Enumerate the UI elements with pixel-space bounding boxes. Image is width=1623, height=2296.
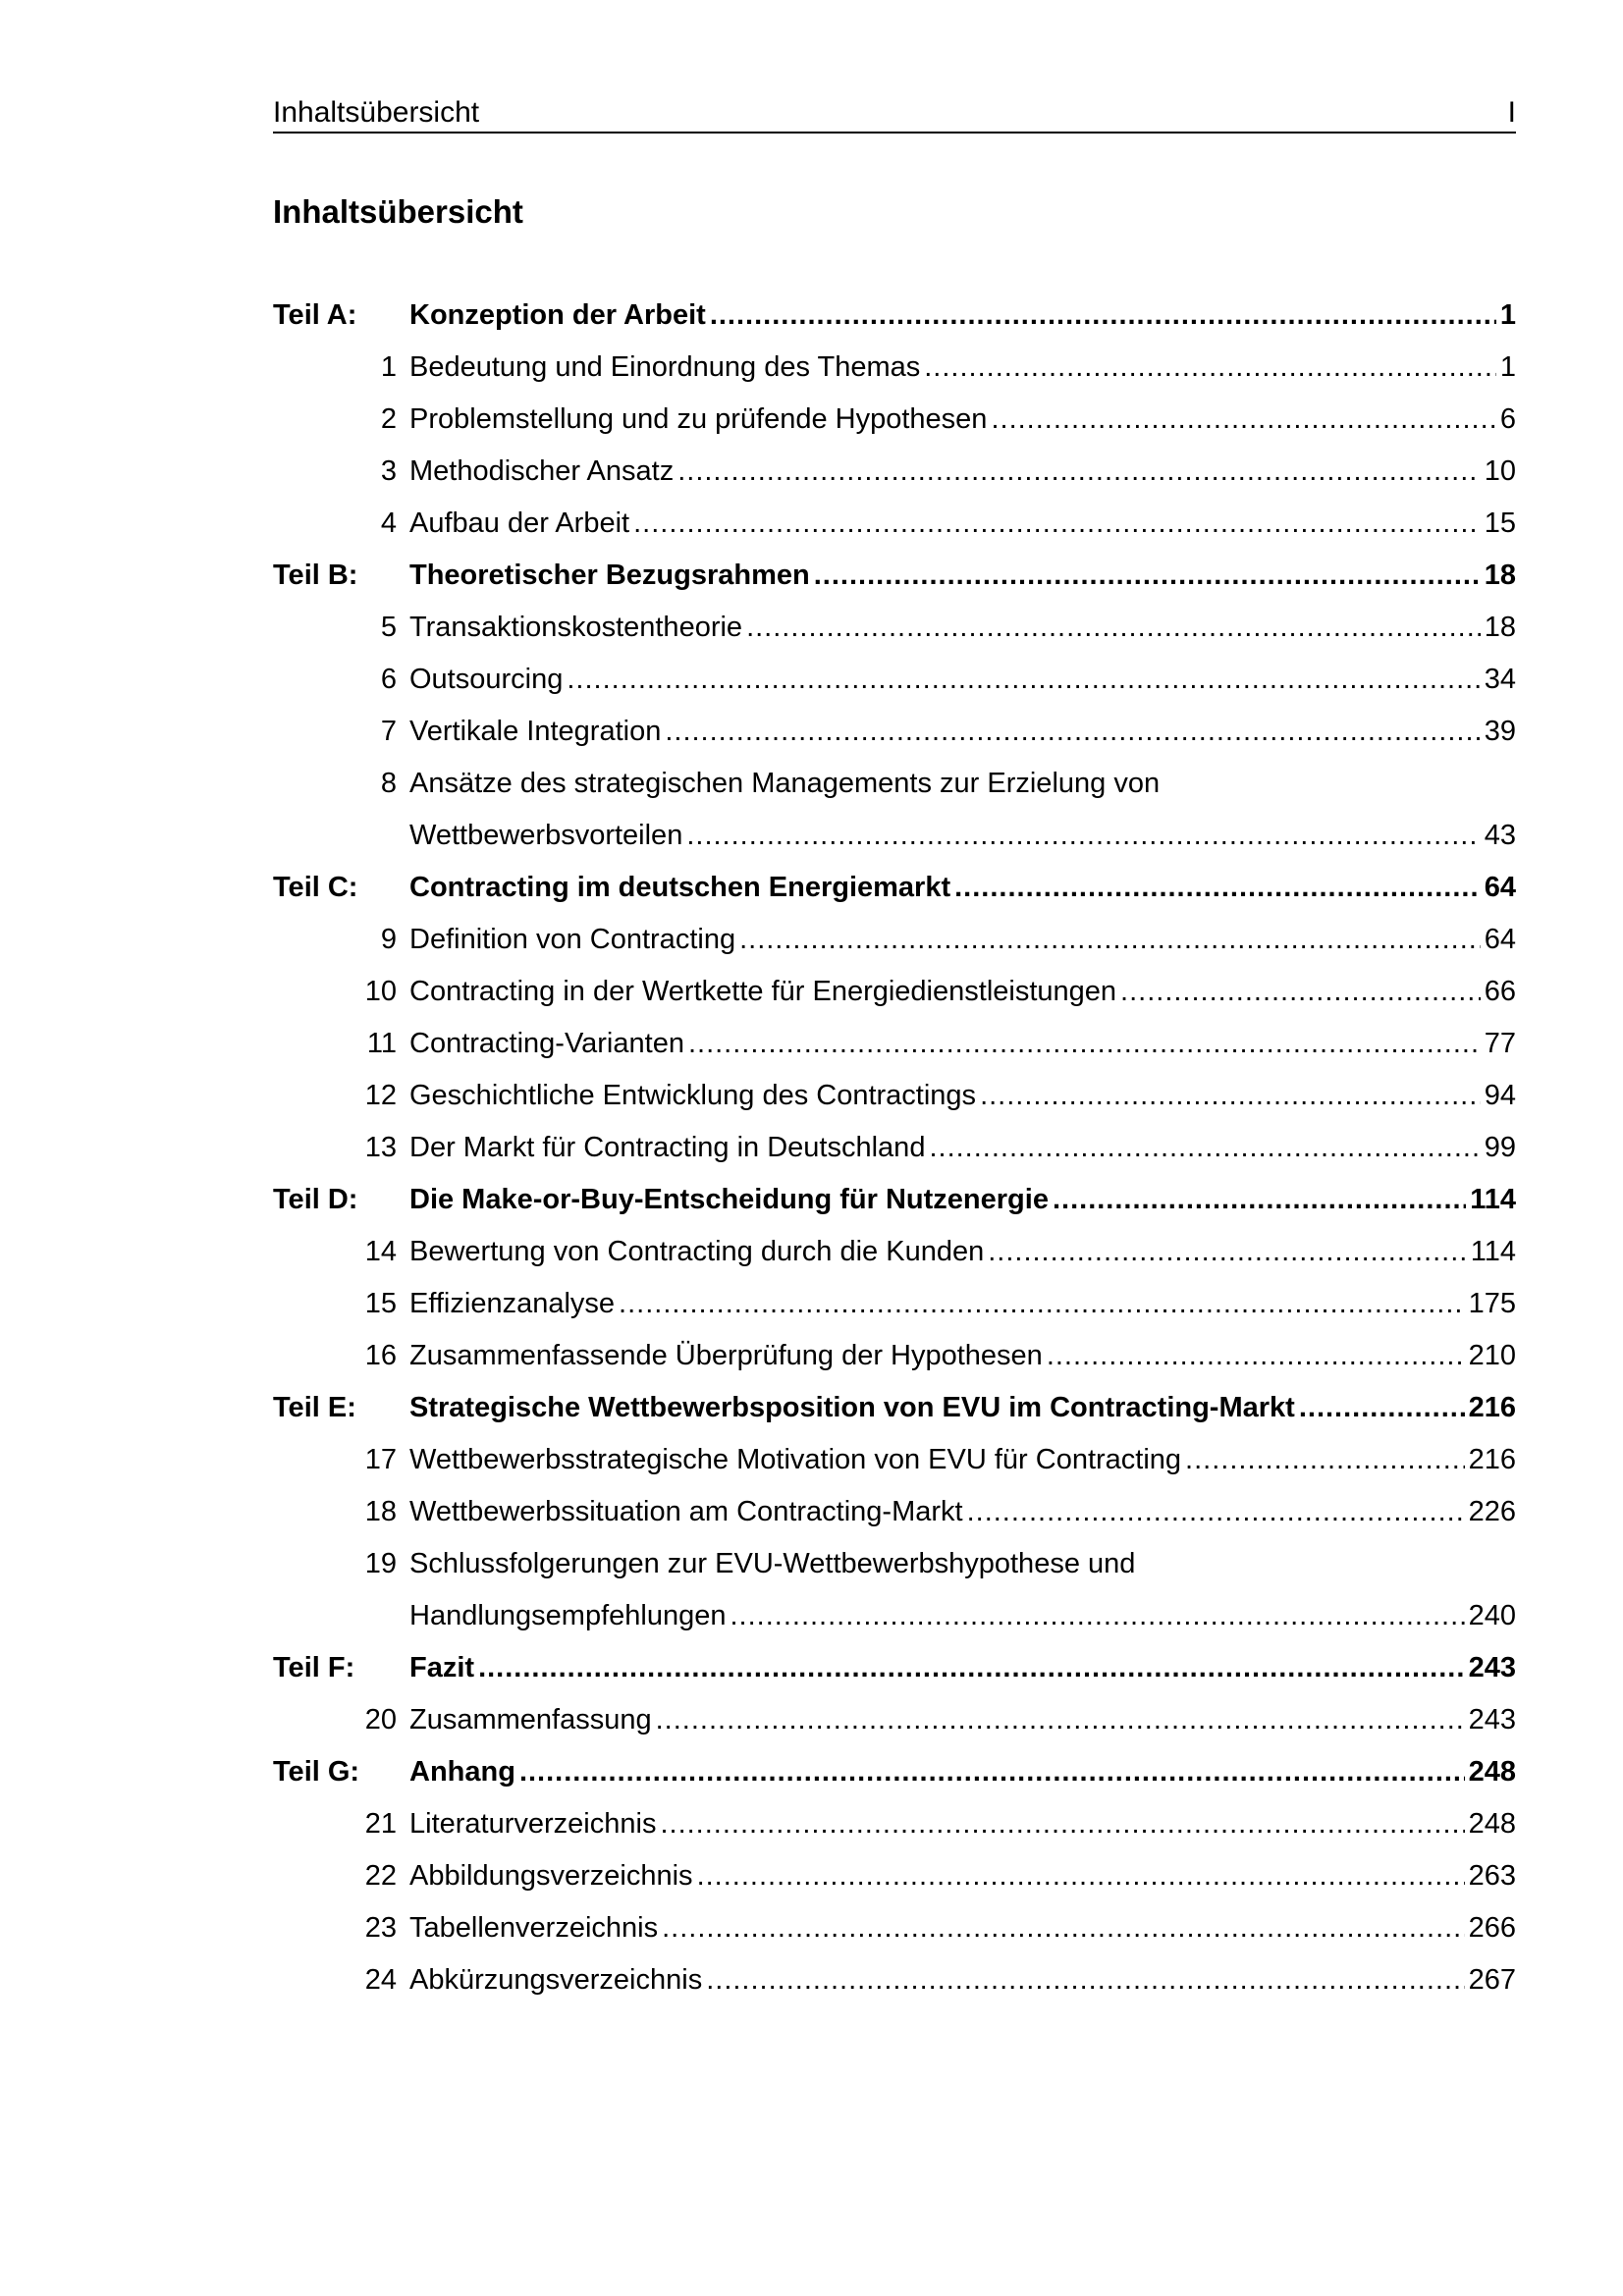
toc-entry-number: 13 (364, 1132, 397, 1163)
toc-entry-label: Wettbewerbssituation am Contracting-Markt (409, 1496, 963, 1527)
toc-entry-page: 216 (1468, 1444, 1516, 1475)
toc-dot-leader (706, 1954, 1464, 2006)
toc-entry-number: 9 (380, 924, 397, 955)
toc-entry-number: Teil D: (273, 1184, 358, 1215)
toc-entry-label: Abbildungsverzeichnis (409, 1860, 693, 1892)
toc-entry-label: Bedeutung und Einordnung des Themas (409, 351, 921, 383)
toc-chapter-row[interactable] (273, 498, 1516, 550)
toc-entry-label: Abkürzungsverzeichnis (409, 1964, 703, 1996)
toc-chapter-row[interactable] (273, 1902, 1516, 1954)
toc-dot-leader (1047, 1330, 1465, 1382)
toc-dot-leader (660, 1798, 1464, 1850)
toc-entry-number: 6 (380, 664, 397, 695)
toc-chapter-row[interactable] (273, 342, 1516, 394)
toc-entry-number: Teil E: (273, 1392, 356, 1423)
toc-dot-leader (662, 1902, 1465, 1954)
toc-entry-page: 243 (1468, 1704, 1516, 1735)
toc-entry-page: 94 (1484, 1080, 1516, 1111)
toc-entry-label: Zusammenfassende Überprüfung der Hypothesen (409, 1340, 1043, 1371)
toc-dot-leader (924, 342, 1496, 394)
toc-entry-number: 14 (364, 1236, 397, 1267)
toc-entry-page: 39 (1484, 716, 1516, 747)
toc-entry-label: Zusammenfassung (409, 1704, 652, 1735)
toc-entry-label: Schlussfolgerungen zur EVU-Wettbewerbshypothese und (409, 1548, 1136, 1579)
toc-entry-label: Theoretischer Bezugsrahmen (409, 560, 810, 591)
toc-entry-label: Der Markt für Contracting in Deutschland (409, 1132, 926, 1163)
toc-entry-page: 240 (1468, 1600, 1516, 1631)
toc-chapter-row[interactable] (273, 1850, 1516, 1902)
toc-entry-continuation[interactable] (273, 1590, 1516, 1642)
toc-entry-page: 248 (1468, 1808, 1516, 1840)
toc-chapter-row[interactable] (273, 1070, 1516, 1122)
toc-entry-number: 18 (364, 1496, 397, 1527)
toc-chapter-row[interactable] (273, 1122, 1516, 1174)
toc-chapter-row[interactable] (273, 654, 1516, 706)
toc-entry-label: Bewertung von Contracting durch die Kunden (409, 1236, 985, 1267)
toc-dot-leader (633, 498, 1481, 550)
toc-entry-number: 7 (380, 716, 397, 747)
toc-part-row[interactable] (273, 1382, 1516, 1434)
toc-dot-leader (519, 1746, 1465, 1798)
toc-dot-leader (478, 1642, 1465, 1694)
toc-dot-leader (988, 1226, 1467, 1278)
toc-part-row[interactable] (273, 1746, 1516, 1798)
toc-entry-label: Wettbewerbsstrategische Motivation von EVU für Contracting (409, 1444, 1182, 1475)
toc-dot-leader (739, 914, 1481, 966)
toc-entry-page: 6 (1499, 403, 1516, 435)
toc-chapter-row[interactable] (273, 1018, 1516, 1070)
toc-entry-page: 77 (1484, 1028, 1516, 1059)
toc-entry-page: 263 (1468, 1860, 1516, 1892)
toc-entry-label: Effizienzanalyse (409, 1288, 616, 1319)
toc-chapter-row[interactable] (273, 1278, 1516, 1330)
toc-entry-page: 267 (1468, 1964, 1516, 1996)
toc-dot-leader (665, 706, 1480, 758)
toc-entry-label: Methodischer Ansatz (409, 455, 675, 487)
toc-dot-leader (1299, 1382, 1465, 1434)
toc-entry-label: Geschichtliche Entwicklung des Contractings (409, 1080, 977, 1111)
toc-entry-number: 20 (364, 1704, 397, 1735)
toc-entry-page: 64 (1484, 924, 1516, 955)
toc-chapter-row[interactable] (273, 1486, 1516, 1538)
toc-dot-leader (656, 1694, 1465, 1746)
toc-entry-label: Strategische Wettbewerbsposition von EVU im Contracting-Markt (409, 1392, 1295, 1423)
toc-entry-page: 1 (1499, 299, 1516, 331)
toc-entry-page: 64 (1484, 872, 1516, 903)
toc-dot-leader (929, 1122, 1480, 1174)
toc-dot-leader (991, 394, 1495, 446)
toc-dot-leader (619, 1278, 1465, 1330)
toc-dot-leader (567, 654, 1480, 706)
toc-entry-label-continued: Wettbewerbsvorteilen (409, 820, 683, 851)
running-header (273, 96, 1516, 133)
toc-entry-number: 11 (366, 1028, 397, 1059)
toc-entry-label: Transaktionskostentheorie (409, 612, 743, 643)
toc-entry-number: 1 (380, 351, 397, 383)
toc-entry-page: 266 (1468, 1912, 1516, 1944)
toc-dot-leader (746, 602, 1481, 654)
toc-entry-label: Contracting in der Wertkette für Energiedienstleistungen (409, 976, 1117, 1007)
toc-entry-page: 10 (1484, 455, 1516, 487)
toc-entry-page: 248 (1468, 1756, 1516, 1788)
toc-entry-number: Teil F: (273, 1652, 355, 1683)
toc-part-row[interactable] (273, 862, 1516, 914)
toc-part-row[interactable] (273, 1174, 1516, 1226)
toc-entry-number: 23 (364, 1912, 397, 1944)
toc-dot-leader (954, 862, 1481, 914)
toc-entry-number: 10 (364, 976, 397, 1007)
toc-chapter-row[interactable] (273, 966, 1516, 1018)
running-header-page-number: I (1507, 96, 1516, 129)
toc-part-row[interactable] (273, 550, 1516, 602)
toc-chapter-row[interactable] (273, 1954, 1516, 2006)
toc-entry-label: Anhang (409, 1756, 515, 1788)
toc-entry-label: Contracting-Varianten (409, 1028, 684, 1059)
toc-entry-number: 22 (364, 1860, 397, 1892)
toc-dot-leader (1053, 1174, 1466, 1226)
toc-entry-number: 16 (364, 1340, 397, 1371)
toc-chapter-row[interactable] (273, 446, 1516, 498)
toc-chapter-row[interactable] (273, 1694, 1516, 1746)
toc-entry-label: Fazit (409, 1652, 475, 1683)
toc-entry-page: 1 (1499, 351, 1516, 383)
table-of-contents (273, 290, 1516, 2006)
toc-entry-label: Ansätze des strategischen Managements zur Erzielung von (409, 768, 1161, 799)
toc-entry-page: 99 (1484, 1132, 1516, 1163)
toc-dot-leader (730, 1590, 1464, 1642)
toc-entry-number: Teil B: (273, 560, 358, 591)
toc-dot-leader (677, 446, 1481, 498)
toc-entry-page: 226 (1468, 1496, 1516, 1527)
toc-chapter-row[interactable] (273, 914, 1516, 966)
toc-entry-page: 18 (1484, 560, 1516, 591)
toc-entry-number: 19 (364, 1548, 397, 1579)
toc-chapter-row[interactable] (273, 602, 1516, 654)
toc-dot-leader (980, 1070, 1481, 1122)
toc-entry-page: 114 (1470, 1184, 1516, 1215)
toc-entry-label: Outsourcing (409, 664, 564, 695)
toc-entry-page: 210 (1468, 1340, 1516, 1371)
toc-entry-label: Die Make-or-Buy-Entscheidung für Nutzenergie (409, 1184, 1049, 1215)
toc-entry-page: 15 (1484, 507, 1516, 539)
toc-entry-label: Literaturverzeichnis (409, 1808, 657, 1840)
toc-entry-label: Tabellenverzeichnis (409, 1912, 659, 1944)
toc-entry-number: 12 (364, 1080, 397, 1111)
toc-entry-label: Vertikale Integration (409, 716, 662, 747)
toc-chapter-row[interactable] (273, 758, 1516, 810)
toc-chapter-row[interactable] (273, 1798, 1516, 1850)
toc-entry-number: 15 (364, 1288, 397, 1319)
toc-entry-number: 4 (380, 507, 397, 539)
toc-part-row[interactable] (273, 1642, 1516, 1694)
toc-chapter-row[interactable] (273, 394, 1516, 446)
toc-chapter-row[interactable] (273, 1330, 1516, 1382)
toc-entry-page: 243 (1468, 1652, 1516, 1683)
toc-entry-page: 216 (1468, 1392, 1516, 1423)
toc-part-row[interactable] (273, 290, 1516, 342)
toc-entry-number: 21 (364, 1808, 397, 1840)
toc-entry-label: Aufbau der Arbeit (409, 507, 630, 539)
toc-entry-page: 66 (1484, 976, 1516, 1007)
toc-entry-number: 3 (380, 455, 397, 487)
toc-chapter-row[interactable] (273, 1226, 1516, 1278)
toc-entry-page: 18 (1484, 612, 1516, 643)
toc-entry-page: 175 (1468, 1288, 1516, 1319)
toc-chapter-row[interactable] (273, 1434, 1516, 1486)
toc-entry-page: 34 (1484, 664, 1516, 695)
toc-entry-number: 17 (364, 1444, 397, 1475)
toc-entry-label: Contracting im deutschen Energiemarkt (409, 872, 951, 903)
toc-dot-leader (1185, 1434, 1465, 1486)
toc-entry-label: Problemstellung und zu prüfende Hypothesen (409, 403, 988, 435)
toc-dot-leader (814, 550, 1481, 602)
toc-dot-leader (1120, 966, 1481, 1018)
toc-chapter-row[interactable] (273, 1538, 1516, 1590)
toc-entry-number: Teil C: (273, 872, 358, 903)
toc-dot-leader (710, 290, 1496, 342)
toc-chapter-row[interactable] (273, 706, 1516, 758)
toc-entry-continuation[interactable] (273, 810, 1516, 862)
toc-dot-leader (688, 1018, 1481, 1070)
toc-entry-label-continued: Handlungsempfehlungen (409, 1600, 727, 1631)
toc-entry-label: Definition von Contracting (409, 924, 736, 955)
toc-entry-number: Teil G: (273, 1756, 360, 1788)
toc-entry-number: 24 (364, 1964, 397, 1996)
toc-dot-leader (967, 1486, 1465, 1538)
toc-entry-number: Teil A: (273, 299, 357, 331)
toc-entry-number: 5 (380, 612, 397, 643)
page-title: Inhaltsübersicht (273, 193, 523, 230)
toc-dot-leader (686, 810, 1480, 862)
toc-entry-label: Konzeption der Arbeit (409, 299, 706, 331)
toc-dot-leader (697, 1850, 1465, 1902)
toc-entry-page: 43 (1484, 820, 1516, 851)
toc-entry-number: 2 (380, 403, 397, 435)
running-header-title: Inhaltsübersicht (273, 96, 480, 129)
toc-entry-number: 8 (380, 768, 397, 799)
toc-entry-page: 114 (1470, 1236, 1516, 1267)
